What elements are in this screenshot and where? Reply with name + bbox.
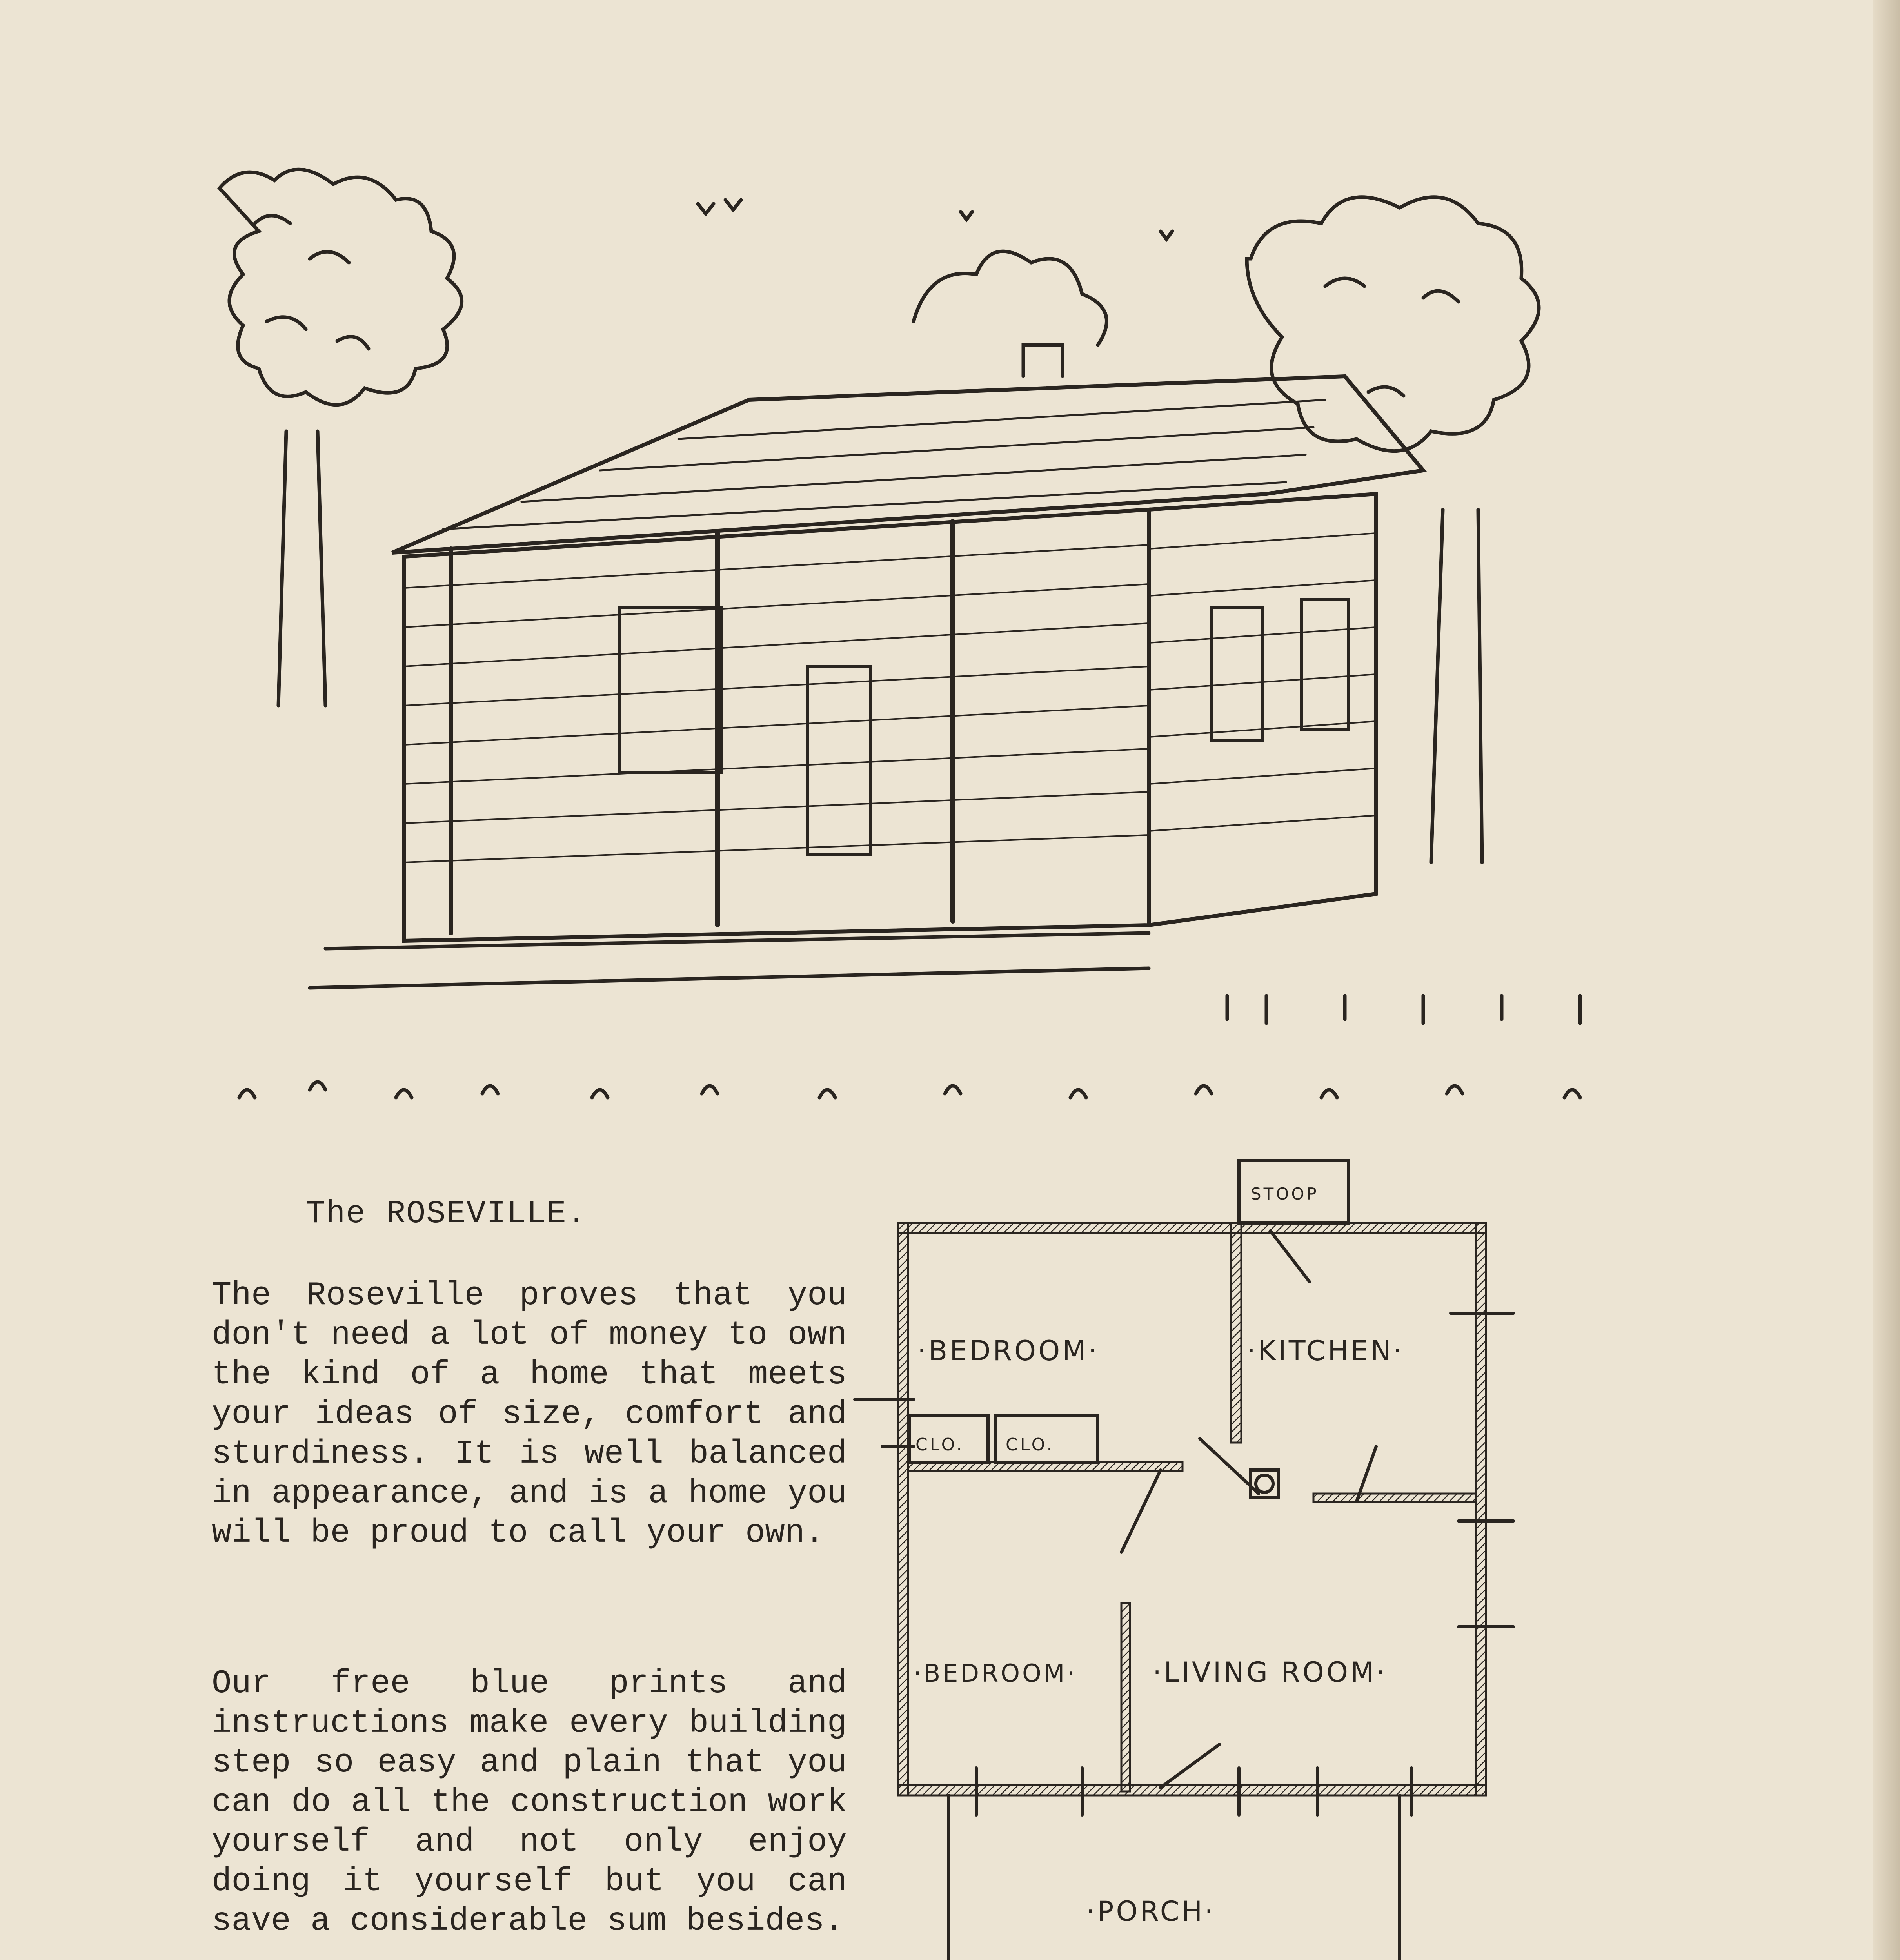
right-tree-foliage [1247, 197, 1539, 451]
closet-1-label: CLO. [915, 1435, 965, 1455]
house-name: The ROSEVILLE. [306, 1196, 587, 1232]
birds [698, 200, 1172, 239]
living-room-label: ·LIVING ROOM· [1153, 1656, 1388, 1688]
closet-2-label: CLO. [1006, 1435, 1055, 1455]
page-edge [1873, 0, 1900, 1960]
house-illustration [208, 157, 1643, 1121]
bedroom-1-label: ·BEDROOM· [917, 1335, 1099, 1367]
porch-outline [949, 1795, 1400, 1960]
wall-bedroom2 [1121, 1603, 1130, 1791]
side-window-1 [1212, 608, 1262, 741]
door-swing-bath [1121, 1470, 1161, 1552]
stoop-label: STOOP [1251, 1184, 1319, 1203]
porch-label: ·PORCH· [1086, 1895, 1216, 1927]
floor-plan-drawing [847, 1141, 1662, 1960]
wall-right [1476, 1223, 1486, 1795]
wall-bottom [898, 1785, 1486, 1795]
grass [239, 996, 1580, 1098]
kitchen-label: ·KITCHEN· [1247, 1335, 1404, 1367]
center-tree [914, 251, 1107, 345]
door-swing-front [1161, 1744, 1219, 1788]
door-swing-back [1270, 1231, 1310, 1282]
wall-bedroom-kitchen [1231, 1223, 1241, 1443]
wall-kitchen-living [1313, 1494, 1476, 1502]
description-paragraph-2: Our free blue prints and instructions make every building step so easy and plain that you can do all the construction work yourself and not only enjoy doing it yourself but you can save a considerable sum besides. [212, 1665, 847, 1940]
wall-top [898, 1223, 1486, 1233]
bedroom-2-label: ·BEDROOM· [914, 1659, 1077, 1688]
side-window-2 [1302, 600, 1349, 729]
description-paragraph-1: The Roseville proves that you don't need a lot of money to own the kind of a home that meets your ideas of size, comfort and sturdiness. It is well balanced in appearance, and is a home you will be proud to call your own. [212, 1277, 847, 1552]
right-tree-trunk [1431, 510, 1482, 862]
window-ticks [855, 1313, 1513, 1815]
left-tree-trunk [278, 431, 325, 706]
door [808, 666, 870, 855]
left-tree-foliage [220, 169, 462, 405]
chimney [1023, 345, 1063, 376]
wall-left [898, 1223, 908, 1795]
porch-posts [451, 521, 953, 933]
